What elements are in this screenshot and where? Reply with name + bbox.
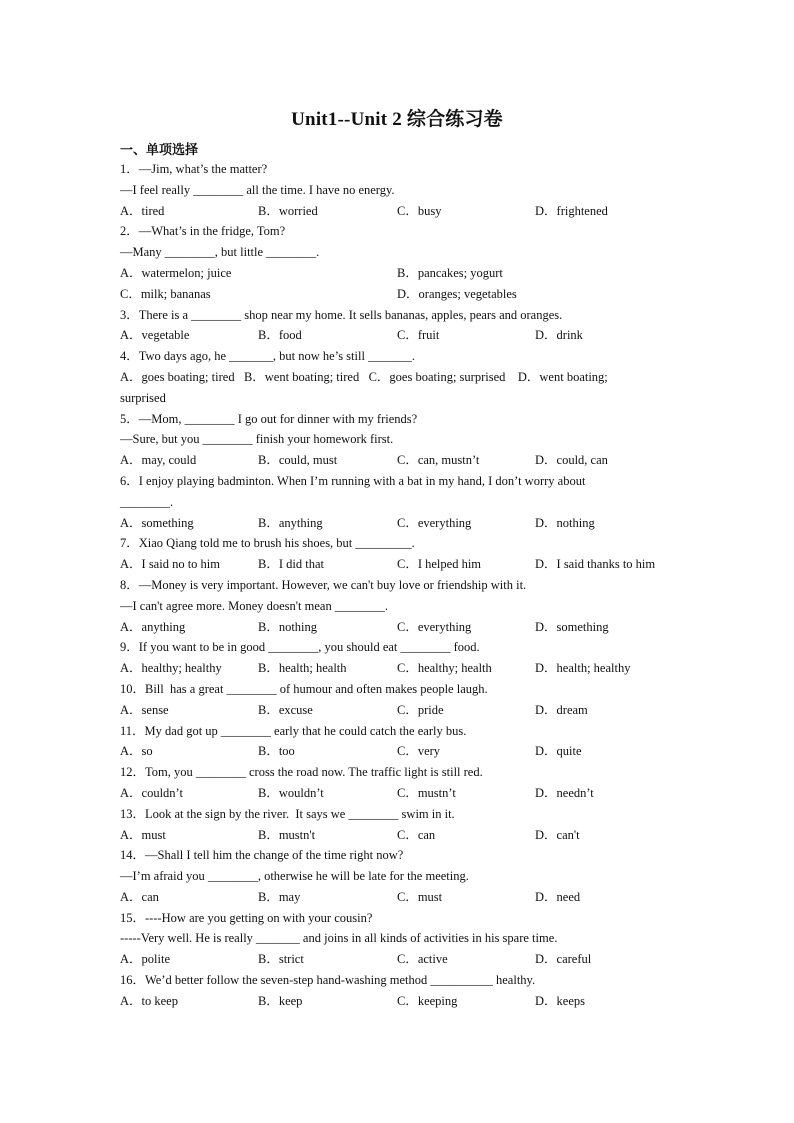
option-b: B．pancakes; yogurt bbox=[397, 266, 503, 280]
option-c: C．very bbox=[397, 744, 441, 758]
option-d: D．nothing bbox=[535, 516, 595, 530]
question-stem: 6．I enjoy playing badminton. When I’m running with a bat in my hand, I don’t worry about bbox=[120, 474, 586, 488]
option-d: D．could, can bbox=[535, 453, 608, 467]
question-stem-line: —I’m afraid you ________, otherwise he will be late for the meeting. bbox=[120, 869, 469, 883]
question-stem: 10．Bill has a great ________ of humour and often makes people laugh. bbox=[120, 682, 488, 696]
question-options-wrap: surprised bbox=[120, 391, 166, 405]
option-a: A．so bbox=[120, 744, 153, 758]
option-b: B．strict bbox=[258, 952, 304, 966]
option-a: A．to keep bbox=[120, 994, 178, 1008]
question-stem-line: —Sure, but you ________ finish your homework first. bbox=[120, 432, 394, 446]
question-options: A．goes boating; tired B．went boating; tired C．goes boating; surprised D．went boating; bbox=[120, 370, 608, 384]
option-c: C．healthy; health bbox=[397, 661, 492, 675]
option-a: A．I said no to him bbox=[120, 557, 220, 571]
option-b: B．keep bbox=[258, 994, 303, 1008]
question-stem: 15．----How are you getting on with your cousin? bbox=[120, 911, 373, 925]
option-c: C．must bbox=[397, 890, 443, 904]
option-b: B．nothing bbox=[258, 620, 318, 634]
question-stem: 16．We’d better follow the seven-step hand-washing method __________ healthy. bbox=[120, 973, 536, 987]
option-a: A．must bbox=[120, 828, 166, 842]
option-a: A．sense bbox=[120, 703, 169, 717]
question-stem-line: —I feel really ________ all the time. I have no energy. bbox=[120, 183, 395, 197]
option-c: C．pride bbox=[397, 703, 444, 717]
option-c: C．mustn’t bbox=[397, 786, 456, 800]
option-b: B．I did that bbox=[258, 557, 324, 571]
question-stem: 12．Tom, you ________ cross the road now. The traffic light is still red. bbox=[120, 765, 483, 779]
option-d: D．keeps bbox=[535, 994, 585, 1008]
question-stem: 5．—Mom, ________ I go out for dinner with my friends? bbox=[120, 412, 418, 426]
option-b: B．anything bbox=[258, 516, 323, 530]
question-stem: 3．There is a ________ shop near my home. It sells bananas, apples, pears and oranges. bbox=[120, 308, 563, 322]
option-a: A．couldn’t bbox=[120, 786, 183, 800]
question-stem: 1．—Jim, what’s the matter? bbox=[120, 162, 268, 176]
option-d: D．needn’t bbox=[535, 786, 594, 800]
question-stem: 4．Two days ago, he _______, but now he’s still _______. bbox=[120, 349, 415, 363]
option-c: C．fruit bbox=[397, 328, 440, 342]
option-d: D．dream bbox=[535, 703, 588, 717]
option-c: C．busy bbox=[397, 204, 442, 218]
option-b: B．food bbox=[258, 328, 302, 342]
option-d: D．health; healthy bbox=[535, 661, 631, 675]
option-c: C．can bbox=[397, 828, 436, 842]
option-c: C．keeping bbox=[397, 994, 458, 1008]
question-stem-line: —I can't agree more. Money doesn't mean ________. bbox=[120, 599, 388, 613]
question-stem: 9．If you want to be in good ________, you should eat ________ food. bbox=[120, 640, 480, 654]
question-stem-line: —Many ________, but little ________. bbox=[120, 245, 320, 259]
option-a: A．tired bbox=[120, 204, 165, 218]
option-c: C．milk; bananas bbox=[120, 287, 211, 301]
option-a: A．anything bbox=[120, 620, 186, 634]
question-stem: 7．Xiao Qiang told me to brush his shoes, but _________. bbox=[120, 536, 415, 550]
option-c: C．can, mustn’t bbox=[397, 453, 480, 467]
option-d: D．careful bbox=[535, 952, 592, 966]
option-b: B．health; health bbox=[258, 661, 347, 675]
option-d: D．something bbox=[535, 620, 609, 634]
option-b: B．too bbox=[258, 744, 295, 758]
option-d: D．need bbox=[535, 890, 581, 904]
option-a: A．polite bbox=[120, 952, 170, 966]
option-c: C．everything bbox=[397, 516, 472, 530]
option-d: D．oranges; vegetables bbox=[397, 287, 517, 301]
option-b: B．mustn't bbox=[258, 828, 316, 842]
option-b: B．wouldn’t bbox=[258, 786, 324, 800]
question-stem-line: -----Very well. He is really _______ and joins in all kinds of activities in his spare time. bbox=[120, 931, 558, 945]
option-c: C．active bbox=[397, 952, 448, 966]
option-a: A．something bbox=[120, 516, 194, 530]
question-stem-line: ________. bbox=[120, 495, 174, 509]
option-b: B．excuse bbox=[258, 703, 313, 717]
option-c: C．everything bbox=[397, 620, 472, 634]
question-stem: 2．—What’s in the fridge, Tom? bbox=[120, 224, 286, 238]
section-heading: 一、单项选择 bbox=[120, 142, 199, 157]
document-title: Unit1--Unit 2 综合练习卷 bbox=[291, 109, 503, 130]
question-stem: 8．—Money is very important. However, we can't buy love or friendship with it. bbox=[120, 578, 527, 592]
option-a: A．watermelon; juice bbox=[120, 266, 232, 280]
question-stem: 14．—Shall I tell him the change of the time right now? bbox=[120, 848, 404, 862]
option-d: D．I said thanks to him bbox=[535, 557, 656, 571]
option-b: B．may bbox=[258, 890, 301, 904]
question-stem: 13．Look at the sign by the river. It says we ________ swim in it. bbox=[120, 807, 455, 821]
option-d: D．drink bbox=[535, 328, 583, 342]
option-a: A．may, could bbox=[120, 453, 197, 467]
option-a: A．healthy; healthy bbox=[120, 661, 222, 675]
option-d: D．quite bbox=[535, 744, 582, 758]
option-a: A．can bbox=[120, 890, 159, 904]
option-a: A．vegetable bbox=[120, 328, 190, 342]
option-d: D．frightened bbox=[535, 204, 608, 218]
question-stem: 11．My dad got up ________ early that he could catch the early bus. bbox=[120, 724, 467, 738]
option-b: B．could, must bbox=[258, 453, 338, 467]
option-b: B．worried bbox=[258, 204, 318, 218]
option-d: D．can't bbox=[535, 828, 580, 842]
option-c: C．I helped him bbox=[397, 557, 482, 571]
